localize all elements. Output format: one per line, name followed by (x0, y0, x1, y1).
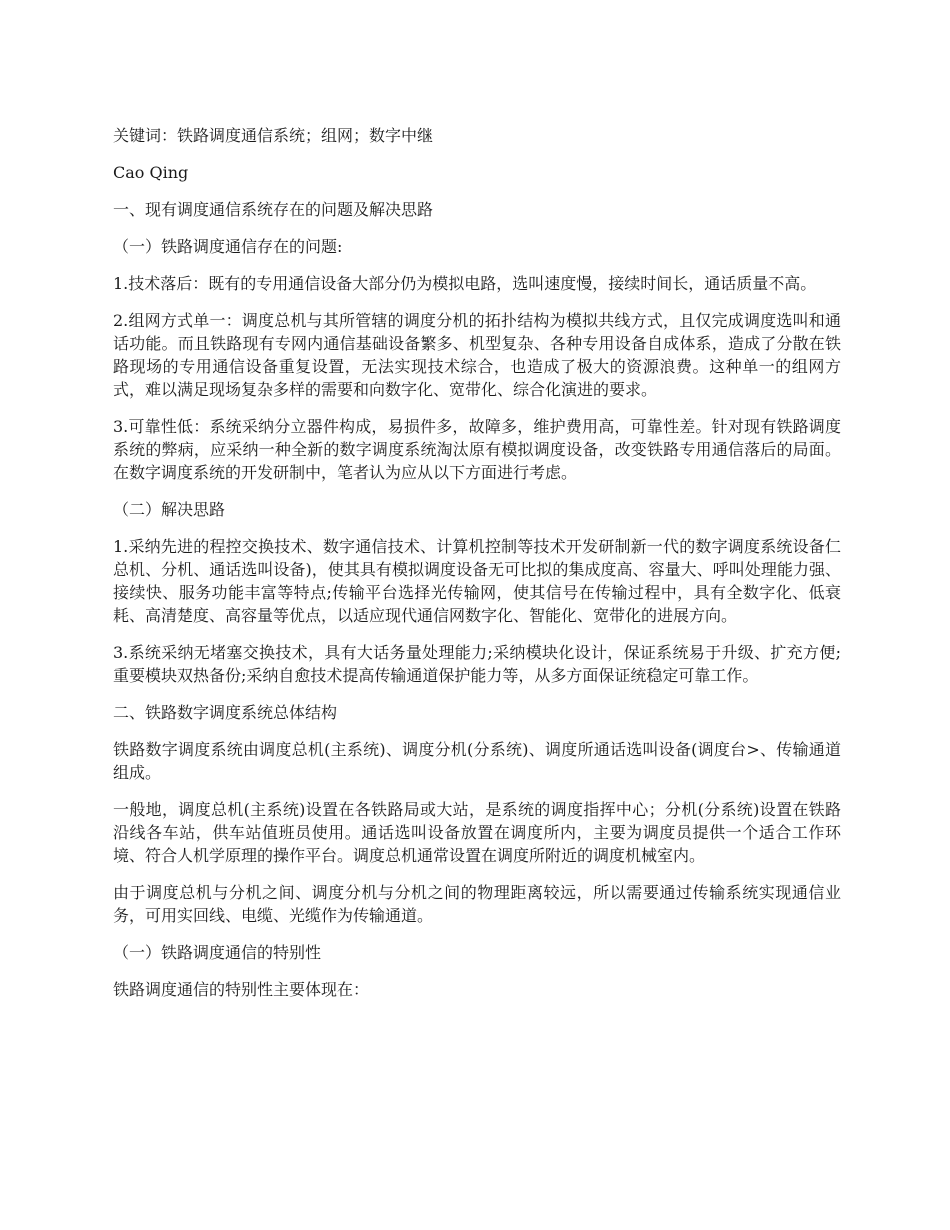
keywords-line: 关键词：铁路调度通信系统；组网；数字中继 (113, 126, 434, 145)
solution-paragraph-3: 3.系统采纳无堵塞交换技术，具有大话务量处理能力;采纳模块化设计，保证系统易于升级、扩充方便;重要模块双热备份;采纳自愈技术提高传输通道保护能力等，从多方面保证统稳定可靠工作。 (113, 643, 841, 685)
section-heading: 一、现有调度通信系统存在的问题及解决思路 (113, 200, 434, 219)
special-intro-paragraph: 铁路调度通信的特别性主要体现在： (113, 980, 370, 999)
subsection-heading: （一）铁路调度通信存在的问题: (113, 237, 343, 256)
problem-paragraph-1: 1.技术落后：既有的专用通信设备大部分仍为模拟电路，选叫速度慢，接续时间长，通话质量不高。 (113, 274, 817, 293)
problem-paragraph-2: 2.组网方式单一：调度总机与其所管辖的调度分机的拓扑结构为模拟共线方式，且仅完成调度选叫和通话功能。而且铁路现有专网内通信基础设备繁多、机型复杂、各种专用设备自成体系，造成了分散在铁路现场的专用通信设备重复设置，无法实现技术综合，也造成了极大的资源浪费。这种单一的组网方式，难以满足现场复杂多样的需要和向数字化、宽带化、综合化演进的要求。 (113, 311, 841, 399)
structure-paragraph-2: 一般地，调度总机(主系统)设置在各铁路局或大站，是系统的调度指挥中心；分机(分系统)设置在铁路沿线各车站，供车站值班员使用。通话选叫设备放置在调度所内，主要为调度员提供一个适合工作环境、符合人机学原理的操作平台。调度总机通常设置在调度所附近的调度机械室内。 (113, 800, 841, 865)
subsection-heading: （一）铁路调度通信的特别性 (113, 943, 322, 962)
subsection-heading: （二）解决思路 (113, 500, 226, 519)
problem-paragraph-3: 3.可靠性低：系统采纳分立器件构成，易损件多，故障多，维护费用高，可靠性差。针对现有铁路调度系统的弊病，应采纳一种全新的数字调度系统淘汰原有模拟调度设备，改变铁路专用通信落后的局面。在数字调度系统的开发研制中，笔者认为应从以下方面进行考虑。 (113, 417, 841, 482)
author-name: Cao Qing (113, 163, 189, 182)
structure-paragraph-3: 由于调度总机与分机之间、调度分机与分机之间的物理距离较远，所以需要通过传输系统实现通信业务，可用实回线、电缆、光缆作为传输通道。 (113, 883, 841, 925)
section-heading: 二、铁路数字调度系统总体结构 (113, 703, 338, 722)
solution-paragraph-1: 1.采纳先进的程控交换技术、数字通信技术、计算机控制等技术开发研制新一代的数字调度系统设备仁总机、分机、通话选叫设备)，使其具有模拟调度设备无可比拟的集成度高、容量大、呼叫处理能力强、接续快、服务功能丰富等特点;传输平台选择光传输网，使其信号在传输过程中，具有全数字化、低衰耗、高清楚度、高容量等优点，以适应现代通信网数字化、智能化、宽带化的进展方向。 (113, 537, 841, 625)
document-page (113, 124, 841, 1015)
structure-paragraph-1: 铁路数字调度系统由调度总机(主系统)、调度分机(分系统)、调度所通话选叫设备(调度台>、传输通道组成。 (113, 740, 841, 782)
